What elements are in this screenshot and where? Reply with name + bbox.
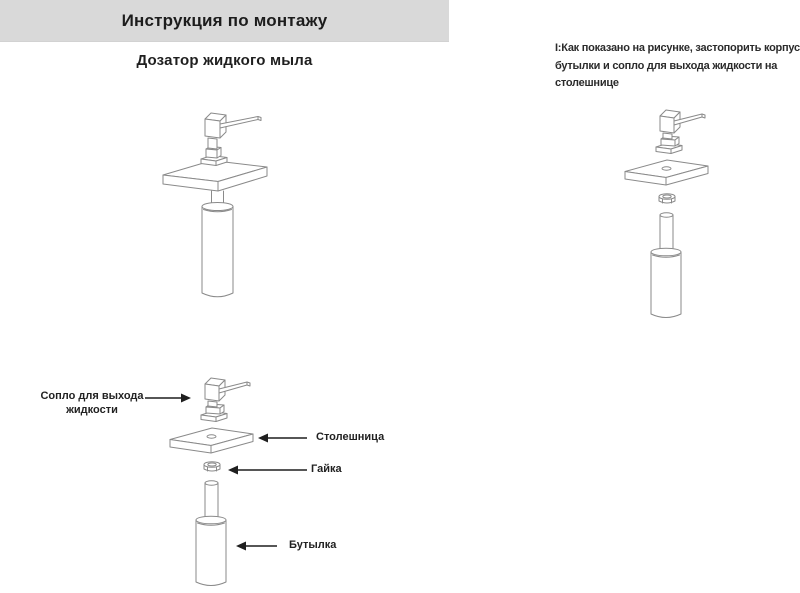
exploded-view-drawing-left [160,373,270,588]
callout-countertop-label: Столешница [316,431,385,443]
header-bar [0,0,449,42]
exploded-view-drawing-right [615,105,725,320]
arrow-left-icon [227,464,307,476]
assembled-dispenser-drawing [155,102,275,307]
instruction-step-text [555,40,800,93]
page-subtitle: Дозатор жидкого мыла [136,52,313,69]
callout-nozzle-label [36,389,148,417]
page-title: Инструкция по монтажу [121,11,328,30]
callout-bottle-label: Бутылка [289,539,337,551]
instruction-line-3: столешнице [555,77,619,89]
callout-nozzle-line1: Сопло для выхода [40,390,144,402]
callout-nozzle-line2: жидкости [66,404,118,416]
instruction-line-2: бутылки и сопло для выхода жидкости на [555,59,778,72]
arrow-right-icon [145,392,191,404]
callout-nut-label: Гайка [311,463,342,475]
arrow-left-icon [257,432,307,444]
arrow-left-icon [235,540,277,552]
instruction-line-1: I:Как показано на рисунке, застопорить корпус [555,42,800,54]
